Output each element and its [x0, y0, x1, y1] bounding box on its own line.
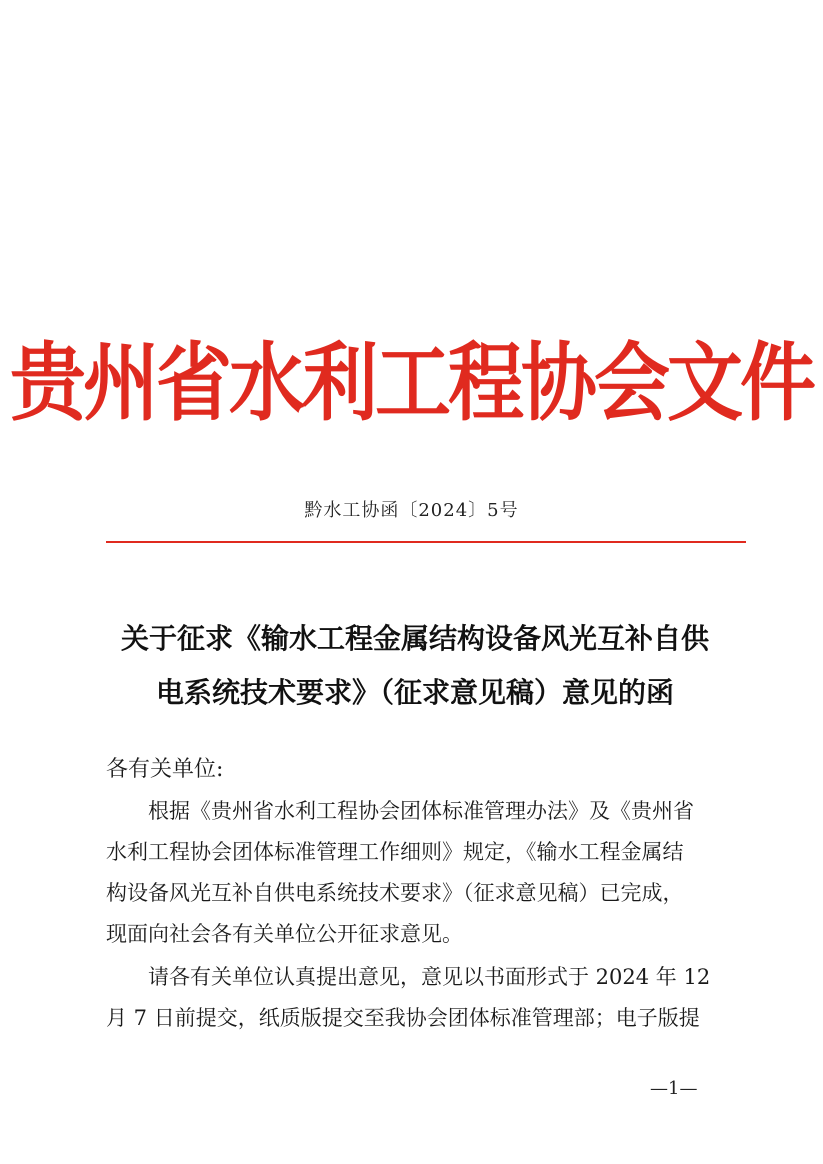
body-line: 月 7 日前提交，纸质版提交至我协会团体标准管理部；电子版提 — [106, 1006, 700, 1030]
letter-title — [90, 612, 740, 720]
org-masthead-title: 贵州省水利工程协会文件 — [10, 333, 813, 433]
red-divider-line — [106, 541, 746, 543]
body-line: 现面向社会各有关单位公开征求意见。 — [106, 922, 463, 946]
letter-title-line-2: 电系统技术要求》（征求意见稿）意见的函 — [155, 676, 674, 709]
document-number: 黔水工协函〔2024〕5号 — [304, 500, 519, 521]
body-line: 请各有关单位认真提出意见，意见以书面形式于 2024 年 12 — [148, 965, 711, 989]
letter-title-line-1: 关于征求《输水工程金属结构设备风光互补自供 — [120, 622, 709, 655]
body-line: 水利工程协会团体标准管理工作细则》规定，《输水工程金属结 — [106, 840, 684, 864]
body-line: 构设备风光互补自供电系统技术要求》（征求意见稿）已完成， — [106, 881, 684, 905]
body-line: 根据《贵州省水利工程协会团体标准管理办法》及《贵州省 — [148, 799, 694, 823]
page-number: —1— — [650, 1078, 698, 1099]
body-text — [106, 791, 746, 1039]
salutation: 各有关单位: — [106, 757, 224, 782]
